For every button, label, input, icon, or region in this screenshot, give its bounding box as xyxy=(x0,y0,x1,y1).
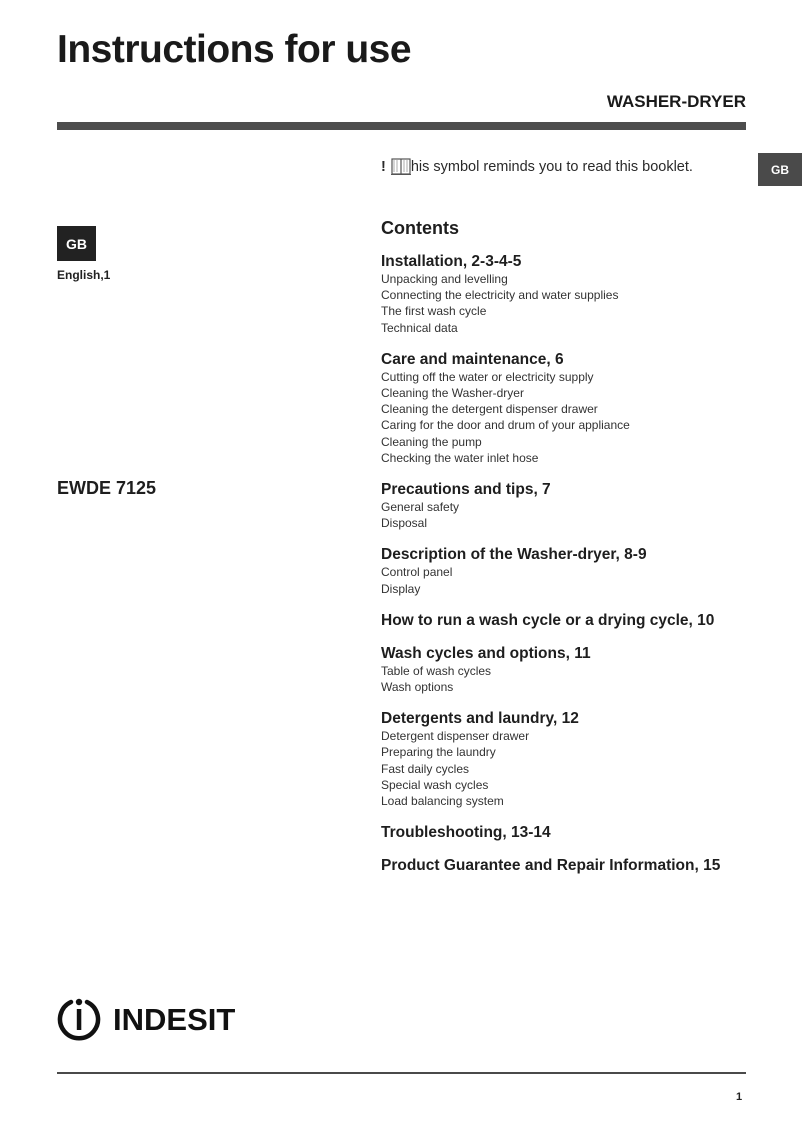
exclamation-mark: ! xyxy=(381,158,386,175)
toc-item: Display xyxy=(381,581,421,596)
toc-section-description xyxy=(381,545,791,596)
toc-item: Cleaning the pump xyxy=(381,434,482,449)
toc-heading: Wash cycles and options, 11 xyxy=(381,644,591,662)
footer-divider xyxy=(57,1072,746,1074)
toc-heading: Troubleshooting, 13-14 xyxy=(381,824,551,842)
contents-title: Contents xyxy=(381,218,459,238)
toc-section-installation xyxy=(381,252,791,336)
toc-item: Caring for the door and drum of your appliance xyxy=(381,418,630,433)
indesit-logo-icon xyxy=(57,994,249,1042)
model-number: EWDE 7125 xyxy=(57,478,157,498)
language-side-tab: GB xyxy=(758,153,802,186)
toc-item: The first wash cycle xyxy=(381,304,487,319)
toc-section-how-to-run xyxy=(381,611,791,630)
toc-item: Technical data xyxy=(381,320,458,335)
language-badge: GB xyxy=(57,226,96,261)
toc-section-troubleshooting xyxy=(381,823,791,842)
toc-section-care xyxy=(381,350,791,466)
toc-item: Cutting off the water or electricity supply xyxy=(381,369,594,384)
toc-heading: Installation, 2-3-4-5 xyxy=(381,253,522,270)
toc-item: Fast daily cycles xyxy=(381,761,470,776)
toc-heading: Detergents and laundry, 12 xyxy=(381,710,579,728)
brand-name: INDESIT xyxy=(113,1002,236,1037)
toc-heading: Description of the Washer-dryer, 8-9 xyxy=(381,546,647,564)
page-title: Instructions for use xyxy=(57,28,412,71)
toc-heading: How to run a wash cycle or a drying cycle, 10 xyxy=(381,611,715,629)
toc-item: Wash options xyxy=(381,680,454,695)
toc-item: Detergent dispenser drawer xyxy=(381,729,530,744)
toc-heading: Care and maintenance, 6 xyxy=(381,350,564,368)
toc-item: Disposal xyxy=(381,516,428,531)
toc-section-guarantee xyxy=(381,856,791,875)
toc-item: Control panel xyxy=(381,565,453,580)
toc-item: Load balancing system xyxy=(381,794,504,809)
toc-item: Connecting the electricity and water supplies xyxy=(381,288,619,303)
table-of-contents xyxy=(381,252,791,889)
product-type: WASHER-DRYER xyxy=(606,92,746,111)
toc-item: Special wash cycles xyxy=(381,777,489,792)
toc-item: Preparing the laundry xyxy=(381,745,496,760)
toc-section-precautions xyxy=(381,480,791,531)
toc-item: Unpacking and levelling xyxy=(381,272,508,286)
toc-section-wash-cycles xyxy=(381,644,791,695)
notice-text: his symbol reminds you to read this booklet. xyxy=(410,158,693,175)
book-icon xyxy=(391,157,411,176)
toc-section-detergents xyxy=(381,709,791,809)
language-label: English,1 xyxy=(57,268,111,282)
toc-item: Cleaning the detergent dispenser drawer xyxy=(381,402,598,417)
header-divider xyxy=(57,122,746,130)
page-number: 1 xyxy=(736,1091,743,1103)
toc-heading: Product Guarantee and Repair Information, 15 xyxy=(381,857,721,875)
toc-item: Cleaning the Washer-dryer xyxy=(381,386,524,401)
toc-item: Checking the water inlet hose xyxy=(381,450,539,465)
toc-item: Table of wash cycles xyxy=(381,663,492,678)
toc-heading: Precautions and tips, 7 xyxy=(381,481,551,499)
booklet-notice xyxy=(381,157,693,176)
toc-item: General safety xyxy=(381,500,460,515)
